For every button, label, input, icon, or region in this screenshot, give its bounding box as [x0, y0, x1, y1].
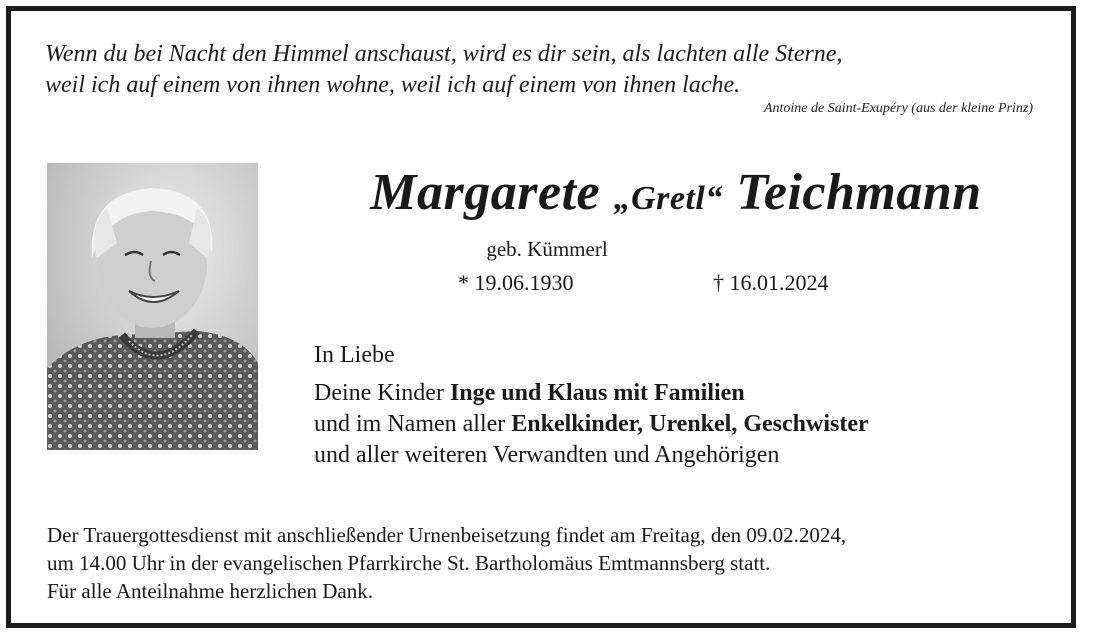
mourners-line-2 [314, 409, 869, 440]
mourners-line-1-prefix: Deine Kinder [314, 380, 444, 406]
service-line-2: um 14.00 Uhr in der evangelischen Pfarrkirche St. Bartholomäus Emtmannsberg statt. [47, 551, 771, 575]
service-info [47, 521, 846, 605]
quote-line-2: weil ich auf einem von ihnen wohne, weil ich auf einem von ihnen lache. [45, 72, 741, 98]
death-date: † 16.01.2024 [713, 270, 829, 295]
mourners-relatives: Enkelkinder, Urenkel, Geschwister [511, 411, 869, 437]
mourners-children: Inge und Klaus mit Familien [449, 380, 745, 406]
mourners-line-3: und aller weiteren Verwandten und Angehörigen [314, 442, 780, 468]
obituary-card [6, 6, 1076, 628]
mourners-list [314, 378, 869, 471]
mourners-line-2-prefix: und im Namen aller [314, 411, 506, 437]
birth-name: geb. Kümmerl [486, 237, 608, 261]
greeting: In Liebe [314, 342, 395, 368]
quote-attribution: Antoine de Saint-Exupéry (aus der kleine Prinz) [763, 101, 1033, 116]
quote [45, 39, 842, 101]
service-line-1: Der Trauergottesdienst mit anschließender Urnenbeisetzung findet am Freitag, den 09.02.2024, [47, 523, 847, 547]
birth-date: * 19.06.1930 [458, 270, 574, 295]
service-line-3: Für alle Anteilnahme herzlichen Dank. [47, 579, 373, 603]
first-name: Margarete [370, 164, 601, 221]
deceased-name [11, 163, 1071, 222]
quote-line-1: Wenn du bei Nacht den Himmel anschaust, wird es dir sein, als lachten alle Sterne, [45, 41, 843, 67]
last-name: Teichmann [736, 164, 982, 221]
nickname: „Gretl“ [613, 180, 723, 217]
mourners-line-1 [314, 378, 869, 409]
